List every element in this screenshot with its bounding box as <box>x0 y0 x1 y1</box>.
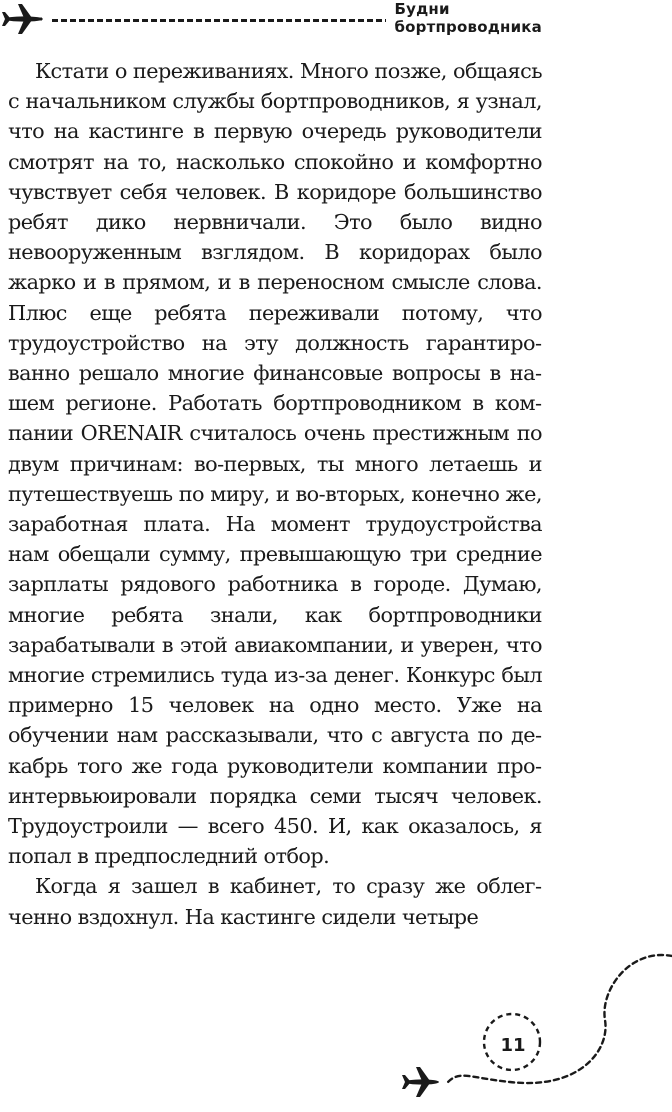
airplane-icon <box>402 1067 439 1097</box>
paragraph-1: Кстати о переживаниях. Много позже, общаясь с начальником службы бортпроводников, я узнал, что на кастинге в первую очередь руководители смотрят на то, насколько спокойно и комфортно чувствует себя человек. В коридоре большинство ребят дико нервничали. Это было видно невооруженным взглядом. В коридорах было жарко и в прямом, и в переносном смысле слова. Плюс еще ребята переживали потому, что трудоустройство на эту должность гарантированно решало многие финансовые вопросы в нашем регионе. Работать бортпроводником в компании ORENAIR считалось очень престижным по двум причинам: во-первых, ты много летаешь и путешествуешь по миру, и во-вторых, конечно же, заработная плата. На момент трудоустройства нам обещали сумму, превышающую три средние зарплаты рядового работника в городе. Думаю, многие ребята знали, как бортпроводники зарабатывали в этой авиакомпании, и уверен, что многие стремились туда из-за денег. Конкурс был примерно 15 человек на одно место. Уже на обучении нам рассказывали, что с августа по декабрь того же года руководители компании проинтервьюировали порядка семи тысяч человек. Трудоустроили — всего 450. И, как оказалось, я попал в предпоследний отбор. <box>8 59 542 869</box>
airplane-icon <box>2 2 46 36</box>
main-text <box>8 56 542 932</box>
paragraph-2: Когда я зашел в кабинет, то сразу же облегченно вздохнул. На кастинге сидели четыре <box>8 874 542 929</box>
running-header <box>0 0 672 44</box>
page-number: 11 <box>500 1034 526 1056</box>
chapter-title: Будни бортпроводника <box>386 0 544 36</box>
